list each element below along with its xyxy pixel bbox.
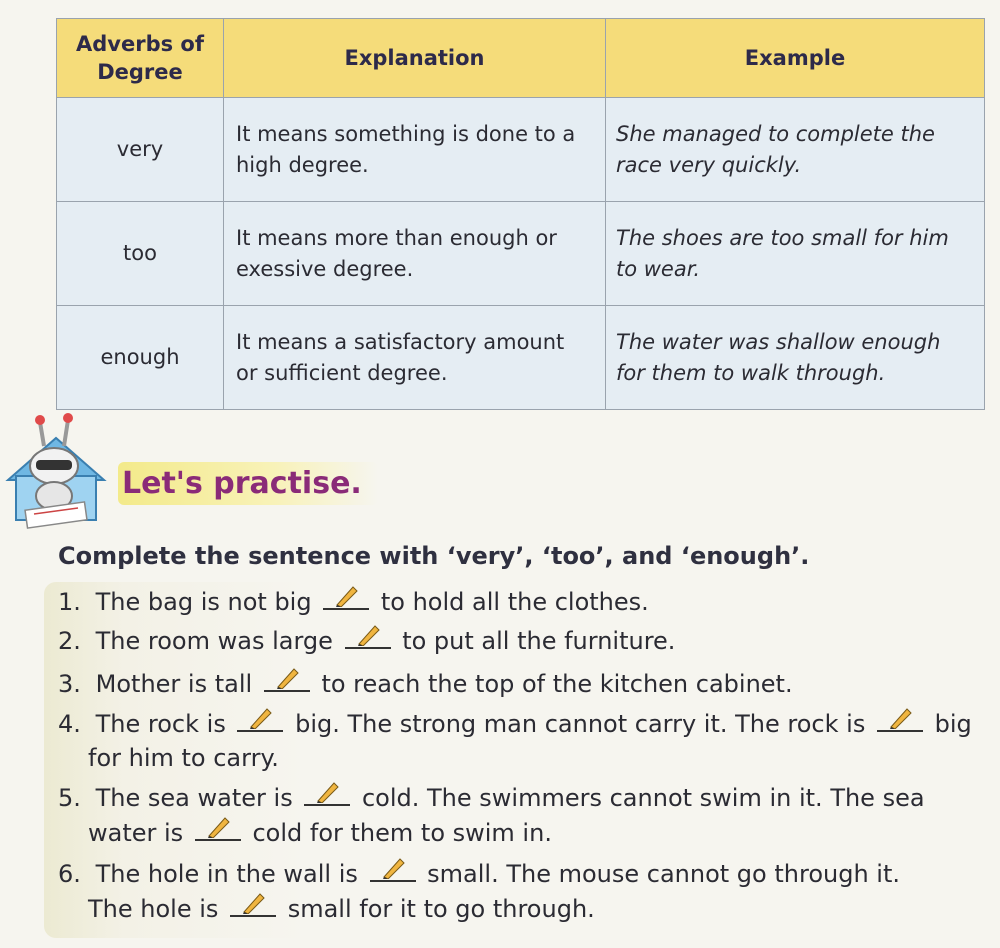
example-cell: The water was shallow enough for them to walk through. <box>606 306 985 410</box>
answer-blank[interactable] <box>304 780 350 806</box>
adverbs-table-container <box>56 18 984 410</box>
adverbs-of-degree-table <box>56 18 985 410</box>
pencil-icon <box>274 665 300 689</box>
answer-blank[interactable] <box>345 623 391 649</box>
item-number: 5. <box>58 784 81 812</box>
table-row <box>57 98 985 202</box>
exercise-list <box>44 582 984 938</box>
answer-blank[interactable] <box>230 891 276 917</box>
list-item: 3. Mother is tall to reach the top of the kitchen cabinet. <box>58 666 978 701</box>
answer-blank[interactable] <box>323 584 369 610</box>
list-item: 2. The room was large to put all the furniture. <box>58 623 978 658</box>
adverb-cell: too <box>57 202 224 306</box>
instruction-text: Complete the sentence with ‘very’, ‘too’, and ‘enough’. <box>58 542 810 570</box>
pencil-icon <box>205 814 231 838</box>
answer-blank[interactable] <box>877 706 923 732</box>
header-adverbs: Adverbs of Degree <box>57 19 224 98</box>
pencil-icon <box>314 779 340 803</box>
list-item: 5. The sea water is cold. The swimmers cannot swim in it. The sea water is cold for them to swim in. <box>58 780 978 850</box>
header-example: Example <box>606 19 985 98</box>
item-number: 2. <box>58 627 81 655</box>
table-header-row <box>57 19 985 98</box>
header-explanation: Explanation <box>224 19 606 98</box>
answer-blank[interactable] <box>237 706 283 732</box>
adverb-cell: very <box>57 98 224 202</box>
explanation-cell: It means more than enough or exessive degree. <box>224 202 606 306</box>
list-item: 4. The rock is big. The strong man cannot carry it. The rock is big for him to carry. <box>58 706 978 775</box>
robot-mascot-icon <box>0 410 112 530</box>
explanation-cell: It means something is done to a high degree. <box>224 98 606 202</box>
item-number: 6. <box>58 860 81 888</box>
adverb-cell: enough <box>57 306 224 410</box>
explanation-cell: It means a satisfactory amount or sufficient degree. <box>224 306 606 410</box>
example-cell: The shoes are too small for him to wear. <box>606 202 985 306</box>
item-number: 1. <box>58 588 81 616</box>
item-number: 3. <box>58 670 81 698</box>
pencil-icon <box>355 622 381 646</box>
pencil-icon <box>887 705 913 729</box>
list-item: 6. The hole in the wall is small. The mouse cannot go through it. The hole is small for it to go through. <box>58 856 978 926</box>
pencil-icon <box>240 890 266 914</box>
pencil-icon <box>380 855 406 879</box>
lets-practise-title: Let's practise. <box>118 462 378 505</box>
pencil-icon <box>247 705 273 729</box>
table-row <box>57 202 985 306</box>
answer-blank[interactable] <box>370 856 416 882</box>
answer-blank[interactable] <box>264 666 310 692</box>
answer-blank[interactable] <box>195 815 241 841</box>
example-cell: She managed to complete the race very quickly. <box>606 98 985 202</box>
pencil-icon <box>333 583 359 607</box>
list-item: 1. The bag is not big to hold all the clothes. <box>58 584 978 619</box>
table-row <box>57 306 985 410</box>
item-number: 4. <box>58 710 81 738</box>
